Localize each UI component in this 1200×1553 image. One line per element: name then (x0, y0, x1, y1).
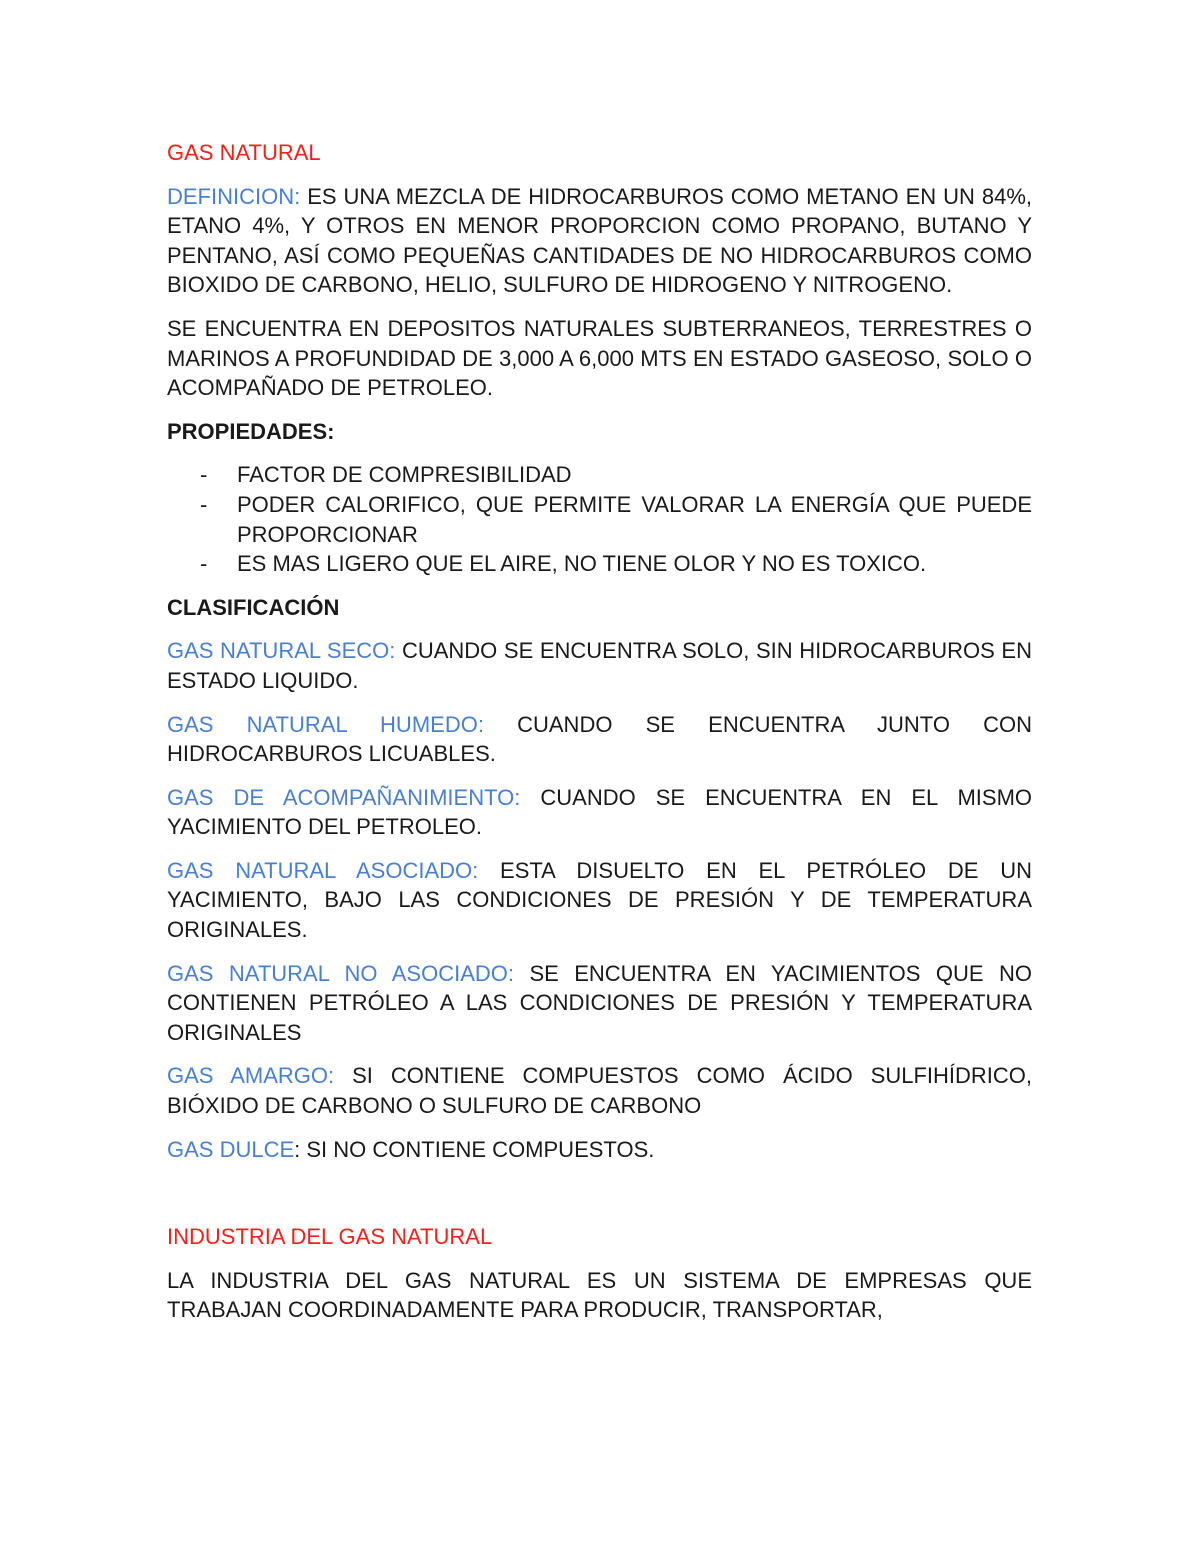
classification-item (167, 1061, 1032, 1120)
list-item (167, 490, 1032, 549)
list-item (167, 549, 1032, 579)
classification-text: SE ENCUENTRA EN YACIMIENTOS QUE NO CONTIENEN PETRÓLEO A LAS CONDICIONES DE PRESIÓN Y TEMPERATURA ORIGINALES (167, 960, 1032, 1045)
dash-bullet: - (200, 491, 208, 517)
classification-text: SI CONTIENE COMPUESTOS COMO ÁCIDO SULFIHÍDRICO, BIÓXIDO DE CARBONO O SULFURO DE CARBONO (167, 1063, 1033, 1119)
definition-paragraph (167, 182, 1032, 300)
classification-label: GAS NATURAL SECO: (167, 638, 396, 664)
classification-item (167, 856, 1032, 945)
definition-text: ES UNA MEZCLA DE HIDROCARBUROS COMO METANO EN UN 84%, ETANO 4%, Y OTROS EN MENOR PROPORCION COMO PROPANO, BUTANO Y PENTANO, ASÍ COMO PEQUEÑAS CANTIDADES DE NO HIDROCARBUROS COMO BIOXIDO DE CARBONO, HELIO, SULFURO DE HIDROGENO Y NITROGENO. (167, 183, 1032, 298)
section-spacer (167, 1178, 1032, 1222)
classification-item (167, 959, 1032, 1048)
properties-heading: PROPIEDADES: (167, 418, 335, 444)
classification-item (167, 636, 1032, 695)
dash-bullet: - (200, 462, 208, 488)
classification-label: GAS NATURAL ASOCIADO: (167, 857, 479, 883)
definition-label: DEFINICION: (167, 183, 301, 209)
list-item-text: ES MAS LIGERO QUE EL AIRE, NO TIENE OLOR Y NO ES TOXICO. (237, 551, 927, 577)
classification-label: GAS NATURAL NO ASOCIADO: (167, 960, 515, 986)
classification-item (167, 783, 1032, 842)
classification-text: CUANDO SE ENCUENTRA EN EL MISMO YACIMIENTO DEL PETROLEO. (167, 784, 1033, 840)
list-item-text: PODER CALORIFICO, QUE PERMITE VALORAR LA ENERGÍA QUE PUEDE PROPORCIONAR (237, 491, 1032, 547)
list-item-text: FACTOR DE COMPRESIBILIDAD (237, 462, 572, 488)
industry-paragraph: LA INDUSTRIA DEL GAS NATURAL ES UN SISTEMA DE EMPRESAS QUE TRABAJAN COORDINADAMENTE PARA PRODUCIR, TRANSPORTAR, (167, 1267, 1032, 1323)
list-item (167, 460, 1032, 490)
classification-label: GAS AMARGO: (167, 1063, 335, 1089)
classification-text: CUANDO SE ENCUENTRA JUNTO CON HIDROCARBUROS LICUABLES. (167, 711, 1032, 767)
classification-heading: CLASIFICACIÓN (167, 594, 340, 620)
classification-text: ESTA DISUELTO EN EL PETRÓLEO DE UN YACIMIENTO, BAJO LAS CONDICIONES DE PRESIÓN Y DE TEMPERATURA ORIGINALES. (167, 857, 1033, 943)
classification-text: : SI NO CONTIENE COMPUESTOS. (294, 1136, 655, 1162)
classification-label: GAS NATURAL HUMEDO: (167, 711, 484, 737)
properties-list (167, 460, 1032, 578)
location-paragraph: SE ENCUENTRA EN DEPOSITOS NATURALES SUBTERRANEOS, TERRESTRES O MARINOS A PROFUNDIDAD DE 3,000 A 6,000 MTS EN ESTADO GASEOSO, SOLO O ACOMPAÑADO DE PETROLEO. (167, 315, 1032, 401)
industry-title: INDUSTRIA DEL GAS NATURAL (167, 1224, 493, 1250)
document-title: GAS NATURAL (167, 140, 321, 165)
classification-item (167, 710, 1032, 769)
classification-item (167, 1135, 1032, 1165)
classification-label: GAS DE ACOMPAÑANIMIENTO: (167, 784, 521, 810)
classification-label: GAS DULCE (167, 1136, 295, 1162)
document-page (167, 138, 1032, 1339)
dash-bullet: - (200, 551, 208, 577)
classification-text: CUANDO SE ENCUENTRA SOLO, SIN HIDROCARBUROS EN ESTADO LIQUIDO. (167, 638, 1032, 693)
